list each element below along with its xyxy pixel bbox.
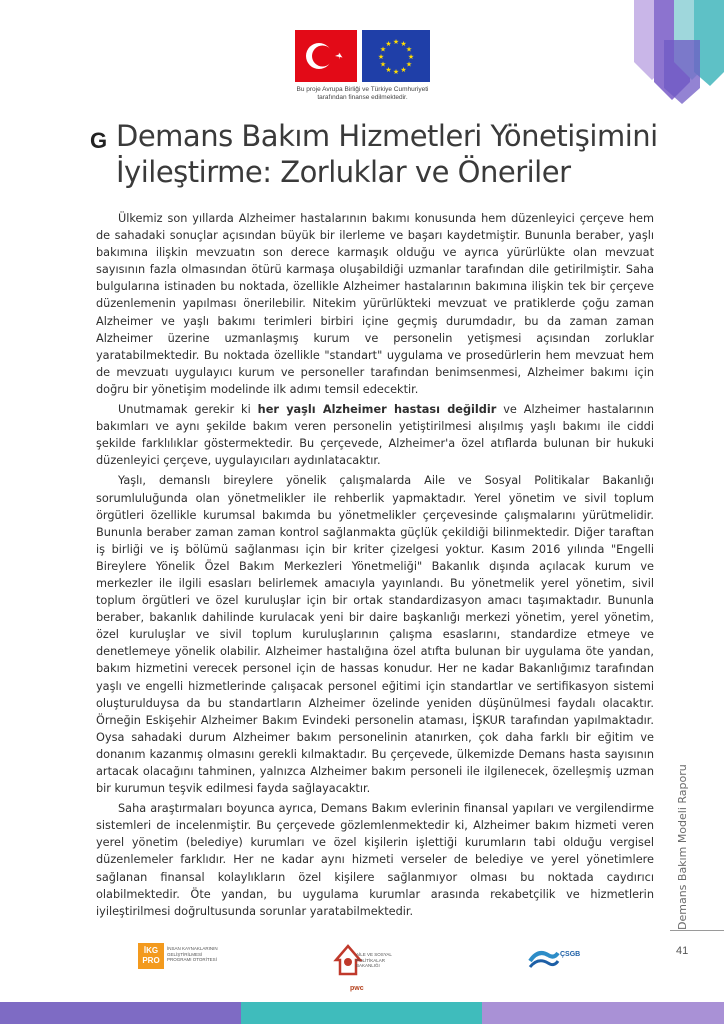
bottom-color-bar <box>0 1002 724 1024</box>
page-title: Demans Bakım Hizmetleri Yönetişimini İyileştirme: Zorluklar ve Öneriler <box>116 119 658 189</box>
paragraph-2-bold: her yaşlı Alzheimer hastası değildir <box>257 403 497 417</box>
eu-star-icon: ★ <box>379 46 387 54</box>
paragraph-2 <box>96 401 654 469</box>
paragraph-4: Saha araştırmaları boyunca ayrıca, Demans Bakım evlerinin finansal yapıları ve vergilendirme sistemleri de incelenmiştir. Bu çerçevede gözlemlenmektedir ki, Alzheimer bakım hizmeti veren yerel yönetim (belediye) kurumları ve özel kişilerin işlettiği kurumların tabi olduğu vergisel düzenlemeler farklıdır. Her ne kadar aynı hizmeti verseler de belediye ve yerel yönetimlere sağlanan finansal kolaylıkların özel kişilere sağlanmıyor olması bu noktada caydırıcı olabilmektedir. Öte yandan, bu uygulama kurumlar arasında rekabetçilik ve hizmetlerin iyileştirilmesi doğrultusunda sorunlar yaratabilmektedir. <box>96 802 654 918</box>
csgb-name: ÇSGB <box>560 951 581 958</box>
eu-star-icon: ★ <box>400 41 407 48</box>
turkey-flag-icon <box>295 30 357 82</box>
eu-star-icon: ★ <box>405 46 413 54</box>
funding-note-line2: tarafından finanse edilmektedir. <box>317 94 408 101</box>
eu-star-icon: ★ <box>385 41 392 48</box>
ministry-family-name: AİLE VE SOSYAL POLİTİKALAR BAKANLIĞI <box>356 952 392 968</box>
sidebar-divider <box>670 930 724 931</box>
section-letter: G <box>90 128 108 153</box>
page-number: 41 <box>676 945 689 957</box>
paragraph-3: Yaşlı, demanslı bireylere yönelik çalışmalarda Aile ve Sosyal Politikalar Bakanlığı sorumluluğunda olan yönetmelikler ile rehberlik yapmaktadır. Yerel yönetim ve sivil toplum örgütleri özellikle kurumsal bakımda bu yönetmelikler çerçevesinde çalışmalarını yürütmelidir. Bununla beraber zaman zaman kontrol sağlanmakta güçlük çekildiği bilinmektedir. Diğer taraftan iş birliği ve iş bölümü sağlanması için bir kriter çizelgesi yoktur. Kasım 2016 yılında "Engelli Bireylere Yönelik Özel Bakım Merkezleri Yönetmeliği" Bakanlık dışında açılacak kurum ve merkezler ile ilgili esasları belirlemek amacıyla yayınlandı. Bu yönetmelik yerel yönetim, sivil toplum örgütleri ve özel kuruluşlar için bir ortak standardizasyon amacı taşımaktadır. Bununla beraber, bakanlık dahilinde kurulacak yeni bir daire başkanlığı merkezi yönetim, yerel yönetim, özel kuruluşlar ve sivil toplum kuruluşlarının çalışma esaslarını, standardize etmeye ve denetlemeye yönelik olabilir. Alzheimer hastalığına özel atıfta bulunan bir uygulama öte yandan, bakım hizmetini verecek personel için de hassas konudur. Her ne kadar Bakanlığımız tarafından yaşlı ve engelli hizmetlerinde çalışacak personel eğitimi için standartlar ve sertifikasyon sistemi oluşturulduysa da bu standartların Alzheimer özelinde yeniden düşünülmesi faydalı olacaktır. Örneğin Eskişehir Alzheimer Bakım Evindeki personelin ataması, İŞKUR tarafından yapılmaktadır. Oysa sahadaki durum Alzheimer bakım personelinin atanırken, çok daha farklı bir eğitim ve donanım kazanmış olmasını gerekli kılmaktadır. Bu çerçevede, ülkemizde Demans hasta sayısının artacak olacağını tahminen, yalnızca Alzheimer bakım personeli ile ilgilenecek, özelleşmiş uzman bir kurumun teşvik edilmesi fayda sağlayacaktır. <box>96 474 654 796</box>
paragraph-2-start: Unutmamak gerekir ki <box>118 403 258 417</box>
paragraph-1: Ülkemiz son yıllarda Alzheimer hastalarının bakımı konusunda hem düzenleyici çerçeve hem de sahadaki sonuçlar açısından büyük bir ilerleme ve başarı kaydetmiştir. Bununla beraber, yaşlı bakımına ilişkin mevzuatın son derece karmaşık olduğu ve ayrıca yürürlükte olan mevzuat sayısının fazla olmasından ötürü karmaşa oluşabildiği uzmanlar tarafından dile getirilmiştir. Saha bulgularına istinaden bu noktada, özellikle Alzheimer hastalarının bakımına ilişkin tek bir çerçeve düzenlemenin yapılması önerilebilir. Nitekim yürürlükteki mevzuat ve pratiklerde çoğu zaman Alzheimer ve yaşlı bakımı terimleri birbiri içine geçmiş durumdadır, bu da zaman zaman Alzheimer üzerine uzmanlaşmış kurum ve personelin yetişmesi açısından zorluklar yaratabilmektedir. Bu noktada özellikle "standart" uygulama ve prosedürlerin hem mevzuat hem de mevzuatı uygulayıcı kurum ve personeller tarafından benimsenmesi, Alzheimer bakımı için doğru bir yönetişim modelinde ilk adımı temsil edecektir. <box>96 212 654 396</box>
corner-decoration-icon <box>614 0 724 105</box>
pwc-logo: pwc <box>350 985 364 992</box>
footer-logos <box>0 938 724 998</box>
eu-star-icon: ★ <box>405 61 413 69</box>
eu-star-icon: ★ <box>377 54 385 61</box>
eu-star-icon: ★ <box>400 67 407 74</box>
eu-star-icon: ★ <box>392 69 400 76</box>
paragraph-2-end: ve Alzheimer hastalarının bakımları ve aynı şekilde bakım veren personelin yetiştirilmesi alışılmış yaşlı bakımı ile ciddi şekilde farklılıklar göstermektedir. Bu çerçevede, Alzheimer'a özel atıflarda bulunan bir hukuki düzenleyici çerçeve, uygulayıcıları aydınlatacaktır. <box>96 403 654 468</box>
ikg-org-name: İNSAN KAYNAKLARININ GELİŞTİRİLMESİ PROGRAMI OTORİTESİ <box>167 946 218 962</box>
eu-star-icon: ★ <box>385 67 392 74</box>
eu-star-icon: ★ <box>407 54 415 61</box>
funding-note-line1: Bu proje Avrupa Birliği ve Türkiye Cumhuriyeti <box>296 86 429 93</box>
bar-segment-lilac <box>482 1002 724 1024</box>
bar-segment-teal <box>241 1002 482 1024</box>
funding-note <box>290 86 435 102</box>
report-name-label: Demans Bakım Modeli Raporu <box>676 764 689 930</box>
csgb-logo-icon <box>528 943 588 973</box>
bar-segment-purple <box>0 1002 241 1024</box>
ikg-pro-logo-icon: İKG PRO <box>138 943 164 969</box>
body-text <box>96 210 654 923</box>
eu-flag-icon <box>362 30 430 82</box>
eu-star-icon: ★ <box>379 61 387 69</box>
section-title <box>90 118 660 190</box>
eu-star-icon: ★ <box>392 39 400 46</box>
